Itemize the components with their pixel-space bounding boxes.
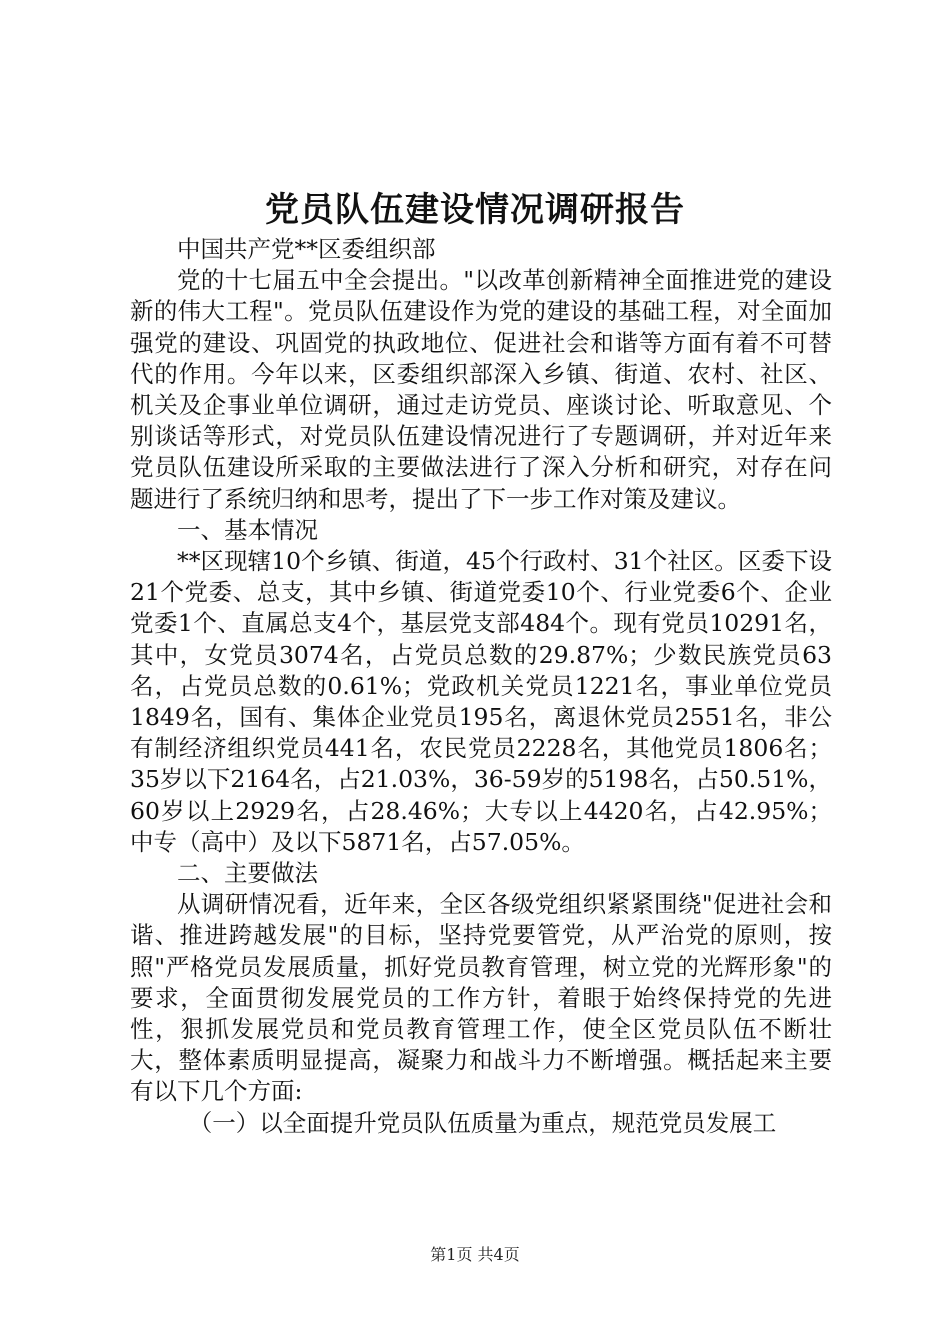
subsection-heading-1: （一）以全面提升党员队伍质量为重点，规范党员发展工 (188, 1108, 777, 1137)
main-practices-paragraph: 从调研情况看，近年来，全区各级党组织紧紧围绕"促进社会和谐、推进跨越发展"的目标，坚持党要管党，从严治党的原则，按照"严格党员发展质量，抓好党员教育管理，树立党的光辉形象"的要求，全面贯彻发展党员的工作方针，着眼于始终保持党的先进性，狠抓发展党员和党员教育管理工作，使全区党员队伍不断壮大，整体素质明显提高，凝聚力和战斗力不断增强。概括起来主要有以下几个方面: (130, 890, 832, 1106)
section-heading-main-practices: 二、主要做法 (177, 859, 318, 888)
basic-situation-paragraph: **区现辖10个乡镇、街道，45个行政村、31个社区。区委下设21个党委、总支，其中乡镇、街道党委10个、行业党委6个、企业党委1个、直属总支4个，基层党支部484个。现有党员10291名，其中，女党员3074名，占党员总数的29.87%；少数民族党员63名，占党员总数的0.61%；党政机关党员1221名，事业单位党员1849名，国有、集体企业党员195名，离退休党员2551名，非公有制经济组织党员441名，农民党员2228名，其他党员1806名；35岁以下2164名，占21.03%，36-59岁的5198名，占50.51%，60岁以上2929名，占28.46%；大专以上4420名，占42.95%；中专（高中）及以下5871名，占57.05%。 (130, 547, 832, 856)
document-title: 党员队伍建设情况调研报告 (265, 190, 685, 230)
page-number-footer: 第1页 共4页 (430, 1245, 520, 1264)
author-line: 中国共产党**区委组织部 (177, 235, 436, 263)
document-body (130, 234, 832, 1139)
section-heading-basic-situation: 一、基本情况 (177, 515, 318, 544)
intro-paragraph: 党的十七届五中全会提出。"以改革创新精神全面推进党的建设新的伟大工程"。党员队伍建设作为党的建设的基础工程，对全面加强党的建设、巩固党的执政地位、促进社会和谐等方面有着不可替代的作用。今年以来，区委组织部深入乡镇、街道、农村、社区、机关及企事业单位调研，通过走访党员、座谈讨论、听取意见、个别谈话等形式，对党员队伍建设情况进行了专题调研，并对近年来党员队伍建设所采取的主要做法进行了深入分析和研究，对存在问题进行了系统归纳和思考，提出了下一步工作对策及建议。 (130, 266, 832, 513)
